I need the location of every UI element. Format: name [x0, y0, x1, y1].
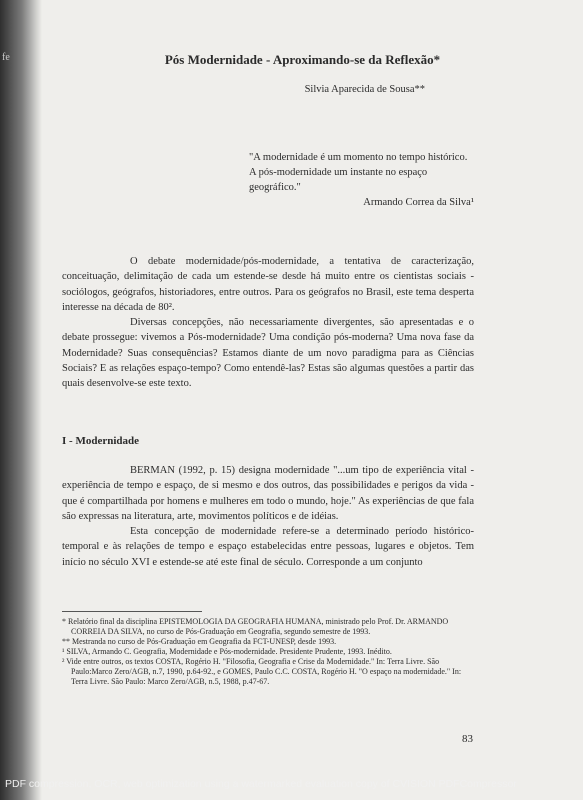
- section-heading: I - Modernidade: [62, 435, 139, 447]
- footnote: ² Vide entre outros, os textos COSTA, Rogério H. "Filosofia, Geografia e Crise da Modernidade." In: Terra Livre. São Paulo:Marco Zero/AGB, n.7, 1990, p.64-92., e GOMES, Paulo C.C. COSTA, Rogério H. "O espaço na modernidade." In: Terra Livre. São Paulo: Marco Zero/AGB, n.5, 1988, p.47-67.: [62, 657, 462, 686]
- footnotes: [62, 617, 477, 687]
- paper-title: Pós Modernidade - Aproximando-se da Reflexão*: [164, 52, 441, 67]
- body-paragraph: BERMAN (1992, p. 15) designa modernidade "...um tipo de experiência vital - experiência de tempo e espaço, de si mesmo e dos outros, das possibilidades e perigos da vida - que é compartilhada por homens e mulheres em todo o mundo, hoje." As experiências de que fala são expressas na literatura, arte, movimentos políticos e de idéias.: [62, 465, 474, 522]
- epigraph-quote: "A modernidade é um momento no tempo histórico. A pós-modernidade um instante no espaço geográfico.": [249, 152, 468, 193]
- footnote: * Relatório final da disciplina EPISTEMOLOGIA DA GEOGRAFIA HUMANA, ministrado pelo Prof. Dr. ARMANDO CORREIA DA SILVA, no curso de Pós-Graduação em Geografia, segundo semestre de 1993.: [62, 617, 449, 636]
- footnote: ** Mestranda no curso de Pós-Graduação em Geografia da FCT-UNESP, desde 1993.: [62, 637, 337, 646]
- body-paragraph: Esta concepção de modernidade refere-se a determinado período histórico-temporal e às relações de tempo e espaço estabelecidas entre pessoas, lugares e objetos. Tem início no século XVI e estende-se até este final de século. Corresponde a um conjunto: [62, 526, 474, 568]
- intro-paragraph: O debate modernidade/pós-modernidade, a tentativa de caracterização, conceituação, delimitação de cada um estende-se desde há muito entre os cientistas sociais - sociólogos, geógrafos, historiadores, entre outros. Para os geógrafos no Brasil, este tema desperta interesse na década de 80².: [62, 256, 474, 313]
- footnote-rule: [62, 611, 202, 612]
- section-body: [62, 463, 474, 570]
- watermark-banner: [0, 769, 583, 800]
- footnote: ¹ SILVA, Armando C. Geografia, Modernidade e Pós-modernidade. Presidente Prudente, 1993. Inédito.: [62, 647, 392, 656]
- epigraph-author: Armando Correa da Silva¹: [363, 197, 474, 208]
- epigraph: [249, 150, 474, 210]
- watermark-text: PDF compression, OCR, web optimization using a watermarked evaluation copy of CVISION PDFCompressor: [5, 778, 517, 790]
- intro-body: [62, 254, 474, 392]
- edge-mark: fe: [2, 52, 10, 63]
- intro-paragraph: Diversas concepções, não necessariamente divergentes, são apresentadas e o debate prossegue: vivemos a Pós-modernidade? Uma condição pós-moderna? Uma nova fase da Modernidade? Suas consequências? Estamos diante de um novo paradigma para as Ciências Sociais? E as relações espaço-tempo? Como entendê-las? Estas são algumas questões a partir das quais desenvolve-se este texto.: [62, 317, 474, 390]
- paper-author: Silvia Aparecida de Sousa**: [304, 84, 425, 95]
- page-number: 83: [462, 733, 473, 745]
